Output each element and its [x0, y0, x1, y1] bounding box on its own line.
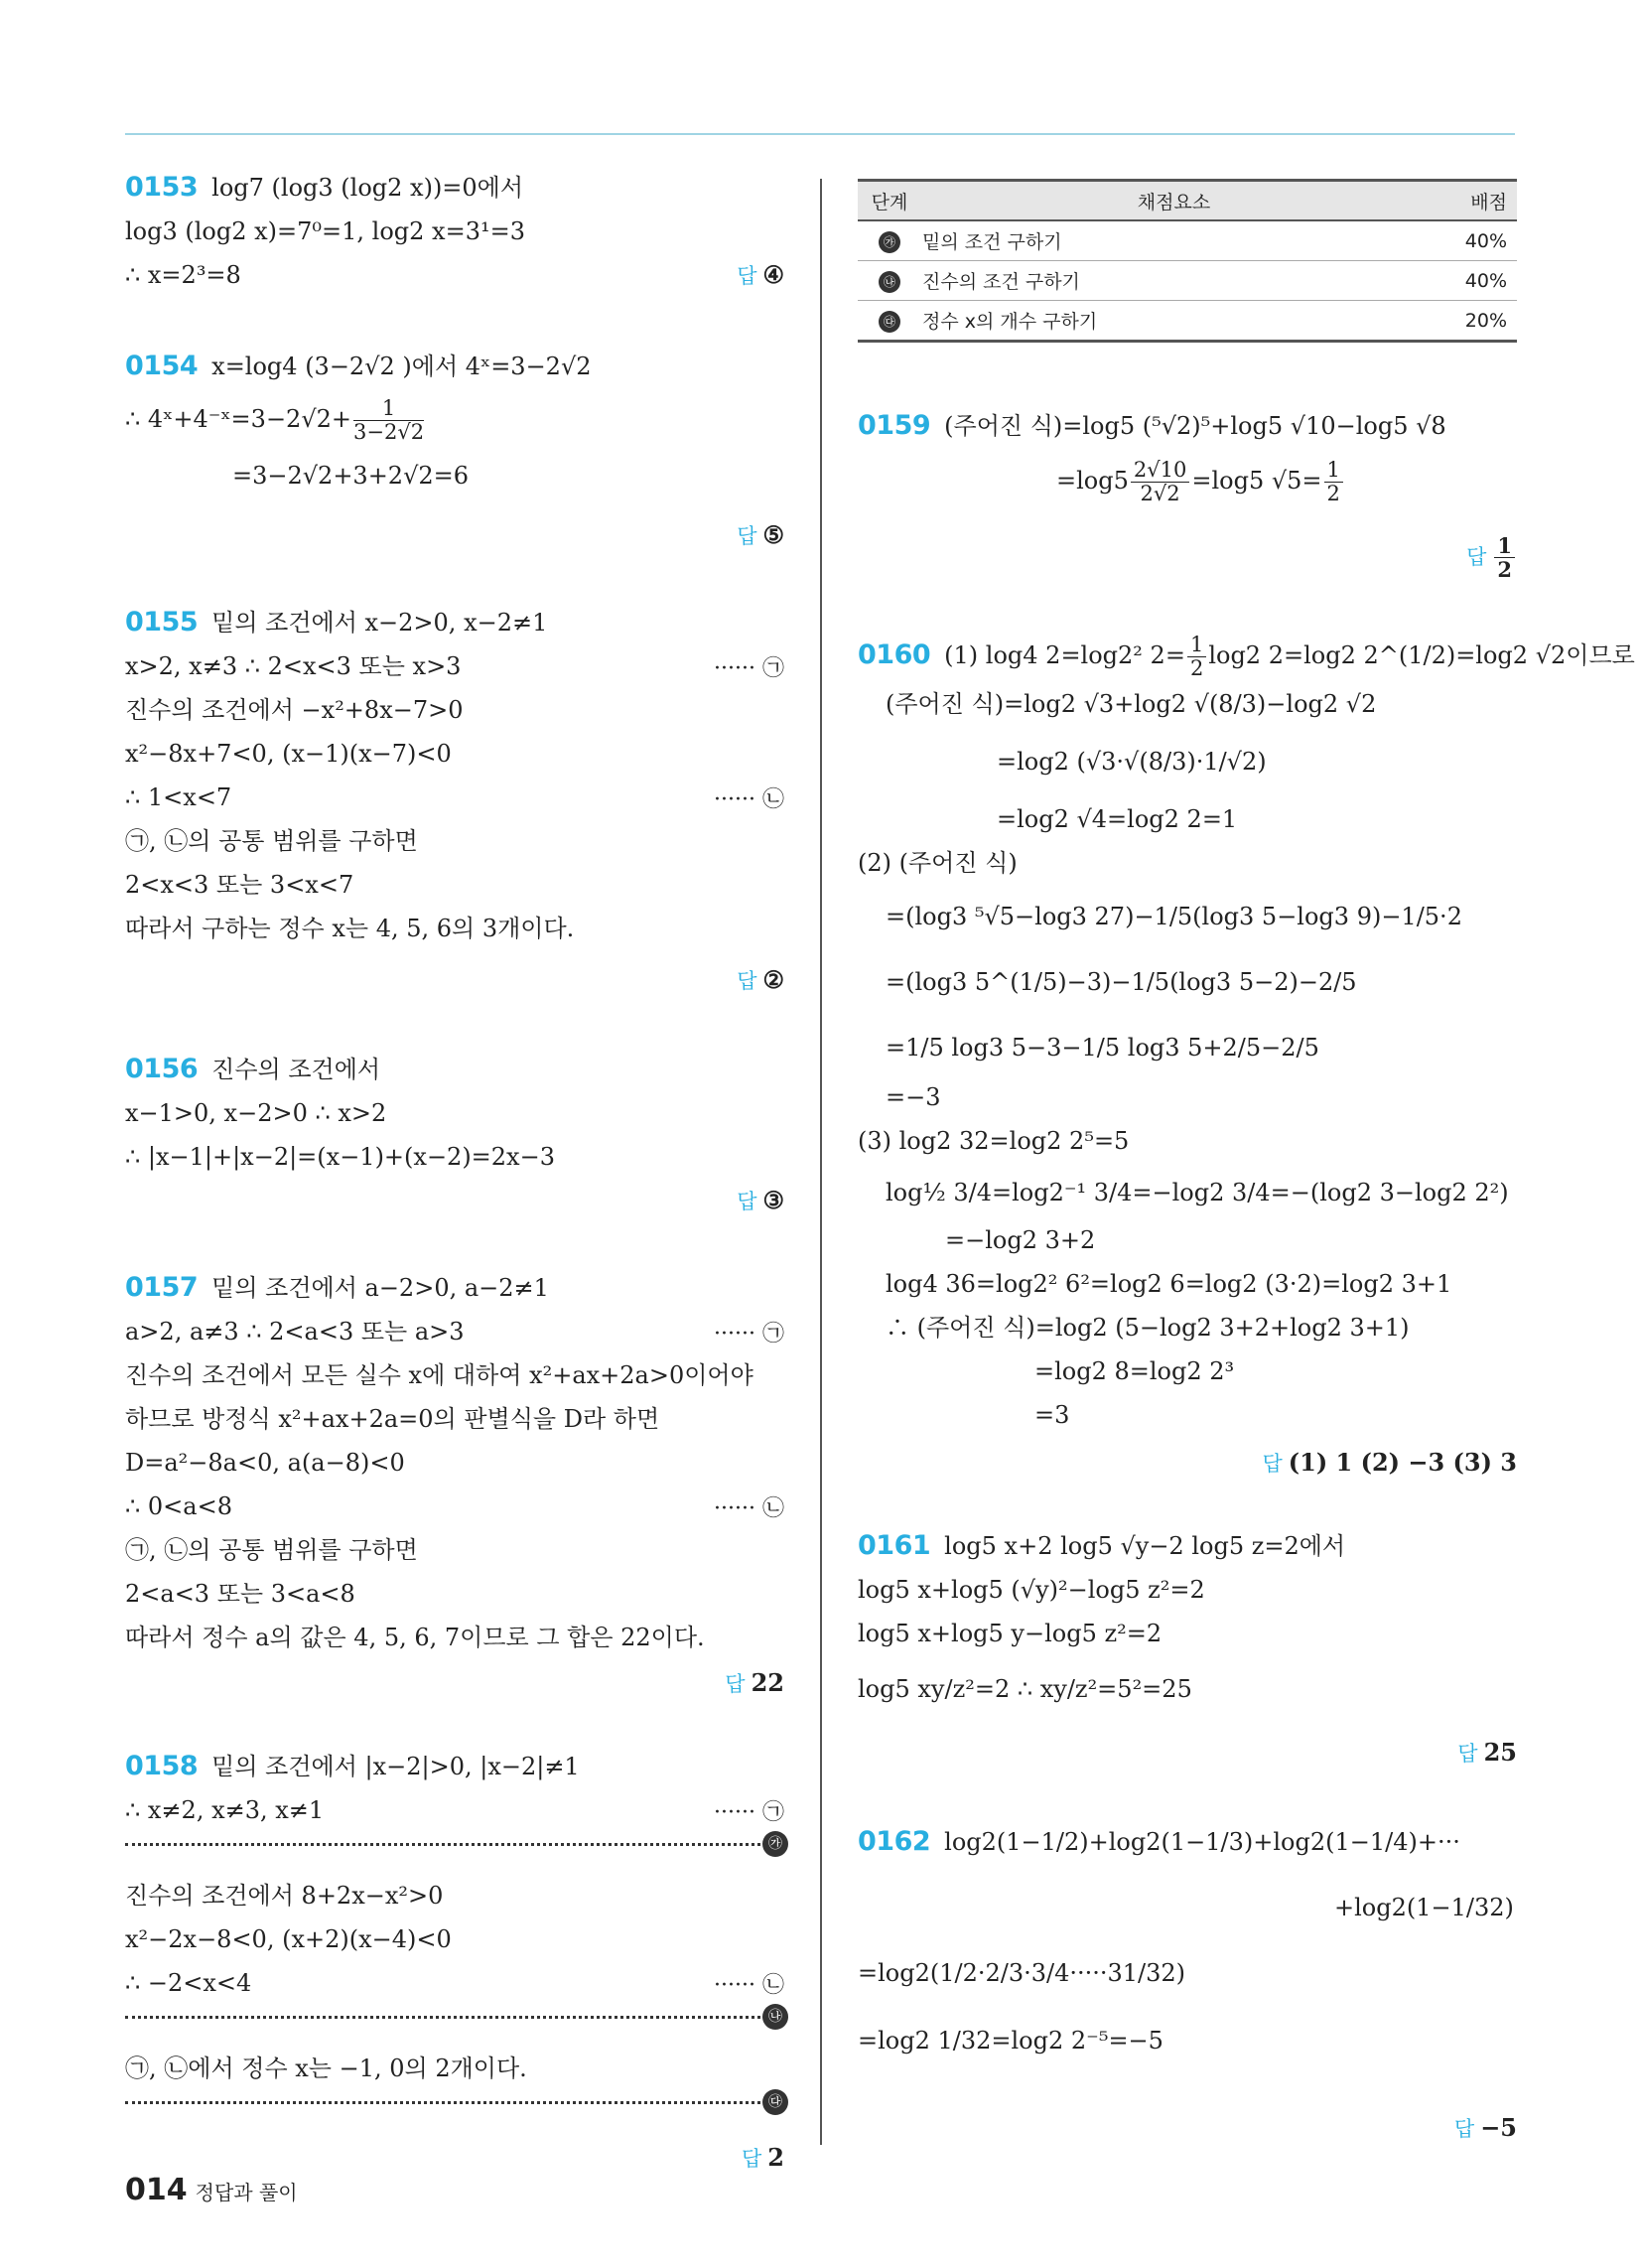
- problem-0158-line6: ㉠, ㉡에서 정수 x는 −1, 0의 2개이다.: [125, 2055, 527, 2082]
- problem-0160-line5: (2) (주어진 식): [858, 849, 1018, 877]
- problem-0157-line7: ㉠, ㉡의 공통 범위를 구하면: [125, 1536, 418, 1564]
- problem-0153-line3: ∴ x=2³=8: [125, 261, 241, 289]
- problem-0160-line6: =(log3 ⁵√5−log3 27)−1/5(log3 5−log3 9)−1/5·2: [886, 903, 1462, 930]
- problem-0157-line5: D=a²−8a<0, a(a−8)<0: [125, 1449, 405, 1477]
- problem-0154-line2: ∴ 4ˣ+4⁻ˣ=3−2√2+ $\frac{1}{3-2√2}$: [125, 396, 425, 445]
- problem-0160-line9: =−3: [886, 1083, 941, 1111]
- problem-0155-line6: ㉠, ㉡의 공통 범위를 구하면: [125, 827, 418, 855]
- problem-0153-line1: 0153 log7 (log3 (log2 x))=0에서: [125, 172, 524, 203]
- top-rule: [125, 133, 1515, 135]
- problem-0162-line3: =log2(1/2·2/3·3/4·····31/32): [858, 1959, 1186, 1987]
- problem-0161-line3: log5 x+log5 y−log5 z²=2: [858, 1620, 1163, 1647]
- problem-0156-line2: x−1>0, x−2>0 ∴ x>2: [125, 1099, 387, 1127]
- problem-0159-line1: 0159 (주어진 식)=log5 (⁵√2)⁵+log5 √10−log5 √8: [858, 410, 1446, 441]
- problem-0155-line2: x>2, x≠3 ∴ 2<x<3 또는 x>3: [125, 652, 462, 680]
- page-number: 014: [125, 2173, 188, 2207]
- problem-number: 0156: [125, 1054, 199, 1084]
- problem-0157-line6: ∴ 0<a<8: [125, 1492, 232, 1520]
- problem-0155-line4: x²−8x+7<0, (x−1)(x−7)<0: [125, 740, 452, 768]
- problem-0155-line3: 진수의 조건에서 −x²+8x−7>0: [125, 696, 464, 724]
- fraction: $\frac{1}{3-2√2}$: [353, 396, 425, 445]
- problem-0161-line2: log5 x+log5 (√y)²−log5 z²=2: [858, 1576, 1205, 1604]
- problem-0160-line4: =log2 √4=log2 2=1: [997, 805, 1238, 833]
- problem-0155-line1: 0155 밑의 조건에서 x−2>0, x−2≠1: [125, 607, 548, 638]
- problem-0160-line15: =log2 8=log2 2³: [1034, 1357, 1235, 1385]
- problem-0155-line5: ∴ 1<x<7: [125, 783, 232, 811]
- answer-0161: 답 25: [1457, 1738, 1517, 1767]
- marker-1: ······ ㉠: [714, 1800, 784, 1825]
- table-header-row: [858, 181, 1517, 221]
- problem-0157-line1: 0157 밑의 조건에서 a−2>0, a−2≠1: [125, 1272, 549, 1303]
- marker-2: ······ ㉡: [714, 787, 784, 812]
- step-divider: [125, 2094, 784, 2110]
- problem-0156-line1: 0156 진수의 조건에서: [125, 1054, 381, 1084]
- problem-number: 0153: [125, 172, 199, 203]
- footer-label: 정답과 풀이: [195, 2181, 298, 2204]
- problem-0157-line2: a>2, a≠3 ∴ 2<a<3 또는 a>3: [125, 1318, 465, 1346]
- problem-0158-line5: ∴ −2<x<4: [125, 1969, 252, 1997]
- answer-0162: 답 −5: [1453, 2113, 1517, 2142]
- answer-0154: 답 ⑤: [737, 520, 784, 549]
- column-divider: [820, 179, 822, 2145]
- problem-0154-line1: 0154 x=log4 (3−2√2 )에서 4ˣ=3−2√2: [125, 351, 592, 381]
- problem-0160-line10: (3) log2 32=log2 2⁵=5: [858, 1127, 1130, 1155]
- problem-0157-line8: 2<a<3 또는 3<a<8: [125, 1580, 355, 1608]
- table-cell: 진수의 조건 구하기: [921, 261, 1427, 301]
- problem-0162-line1: 0162 log2(1−1/2)+log2(1−1/3)+log2(1−1/4)+···: [858, 1826, 1460, 1857]
- problem-0158-line4: x²−2x−8<0, (x+2)(x−4)<0: [125, 1925, 452, 1953]
- problem-0161-line1: 0161 log5 x+2 log5 √y−2 log5 z=2에서: [858, 1530, 1346, 1561]
- table-cell: 밑의 조건 구하기: [921, 220, 1427, 261]
- page-footer: [125, 2173, 298, 2207]
- answer-0160: 답 (1) 1 (2) −3 (3) 3: [1262, 1448, 1517, 1477]
- problem-0157-line4: 하므로 방정식 x²+ax+2a=0의 판별식을 D라 하면: [125, 1405, 660, 1433]
- problem-0158-line1: 0158 밑의 조건에서 |x−2|>0, |x−2|≠1: [125, 1751, 580, 1781]
- step-badge: ㉮: [879, 231, 900, 253]
- table-cell: 40%: [1427, 261, 1517, 301]
- problem-0160-line11: log½ 3/4=log2⁻¹ 3/4=−log2 3/4=−(log2 3−log2 2²): [886, 1179, 1509, 1206]
- fraction: $\frac{1}{2}$: [1187, 634, 1206, 680]
- problem-0162-line2: +log2(1−1/32): [1334, 1894, 1514, 1921]
- table-header: 배점: [1427, 181, 1517, 221]
- problem-0159-line2: =log5 $\frac{2√10}{2√2}$ =log5 √5= $\frac{1}{2}$: [1056, 459, 1345, 505]
- problem-0154-line3: =3−2√2+3+2√2=6: [232, 462, 470, 490]
- table-row: [858, 220, 1517, 261]
- step-badge: ㉰: [762, 2089, 788, 2115]
- problem-0160-line7: =(log3 5^(1/5)−3)−1/5(log3 5−2)−2/5: [886, 968, 1357, 996]
- scoring-table: [858, 179, 1517, 343]
- problem-number: 0155: [125, 607, 199, 638]
- problem-0155-line8: 따라서 구하는 정수 x는 4, 5, 6의 3개이다.: [125, 915, 575, 942]
- problem-0160-line3: =log2 (√3·√(8/3)·1/√2): [997, 748, 1267, 776]
- problem-0160-line16: =3: [1034, 1401, 1070, 1429]
- problem-0158-line3: 진수의 조건에서 8+2x−x²>0: [125, 1882, 444, 1910]
- step-badge: ㉰: [879, 311, 900, 333]
- answer-0155: 답 ②: [737, 965, 784, 994]
- step-badge: ㉮: [762, 1831, 788, 1857]
- answer-0157: 답 22: [725, 1668, 784, 1697]
- problem-0153-line2: log3 (log2 x)=7⁰=1, log2 x=3¹=3: [125, 217, 525, 245]
- fraction: $\frac{2√10}{2√2}$: [1131, 459, 1189, 505]
- table-header: 단계: [858, 181, 921, 221]
- answer-0153: 답 ④: [737, 260, 784, 289]
- marker-2: ······ ㉡: [714, 1496, 784, 1521]
- answer-0158: 답 2: [742, 2143, 784, 2172]
- step-divider: [125, 1836, 784, 1852]
- step-badge: ㉯: [879, 271, 900, 293]
- marker-2: ······ ㉡: [714, 1973, 784, 1998]
- problem-0155-line7: 2<x<3 또는 3<x<7: [125, 871, 354, 899]
- table-row: [858, 261, 1517, 301]
- answer-0159: 답 $\frac{1}{2}$: [1466, 534, 1517, 581]
- problem-number: 0161: [858, 1530, 931, 1561]
- marker-1: ······ ㉠: [714, 656, 784, 681]
- problem-number: 0162: [858, 1826, 931, 1857]
- problem-0160-line13: log4 36=log2² 6²=log2 6=log2 (3·2)=log2 3+1: [886, 1270, 1452, 1298]
- problem-number: 0157: [125, 1272, 199, 1303]
- table-header: 채점요소: [921, 181, 1427, 221]
- problem-0156-line3: ∴ |x−1|+|x−2|=(x−1)+(x−2)=2x−3: [125, 1143, 555, 1171]
- step-badge: ㉯: [762, 2004, 788, 2030]
- table-cell: 정수 x의 개수 구하기: [921, 301, 1427, 342]
- problem-0157-line9: 따라서 정수 a의 값은 4, 5, 6, 7이므로 그 합은 22이다.: [125, 1624, 705, 1651]
- problem-0160-line12: =−log2 3+2: [945, 1226, 1096, 1254]
- table-row: [858, 301, 1517, 342]
- problem-0160-line8: =1/5 log3 5−3−1/5 log3 5+2/5−2/5: [886, 1034, 1319, 1062]
- problem-0158-line2: ∴ x≠2, x≠3, x≠1: [125, 1796, 325, 1824]
- problem-number: 0159: [858, 410, 931, 441]
- problem-number: 0158: [125, 1751, 199, 1781]
- table-cell: 20%: [1427, 301, 1517, 342]
- problem-0160-line14: ∴ (주어진 식)=log2 (5−log2 3+2+log2 3+1): [886, 1314, 1410, 1342]
- answer-0156: 답 ③: [737, 1186, 784, 1214]
- step-divider: [125, 2009, 784, 2025]
- problem-0160-line2: (주어진 식)=log2 √3+log2 √(8/3)−log2 √2: [886, 690, 1377, 718]
- problem-0161-line4: log5 xy/z²=2 ∴ xy/z²=5²=25: [858, 1675, 1192, 1703]
- problem-number: 0154: [125, 351, 199, 381]
- fraction: $\frac{1}{2}$: [1324, 459, 1343, 505]
- problem-number: 0160: [858, 639, 931, 671]
- table-cell: 40%: [1427, 220, 1517, 261]
- marker-1: ······ ㉠: [714, 1322, 784, 1347]
- problem-0157-line3: 진수의 조건에서 모든 실수 x에 대하여 x²+ax+2a>0이어야: [125, 1361, 753, 1389]
- problem-0162-line4: =log2 1/32=log2 2⁻⁵=−5: [858, 2027, 1163, 2055]
- fraction: $\frac{1}{2}$: [1494, 534, 1515, 581]
- problem-0160-line1: 0160 (1) log4 2=log2² 2= $\frac{1}{2}$ log2 2=log2 2^(1/2)=log2 √2이므로: [858, 633, 1635, 681]
